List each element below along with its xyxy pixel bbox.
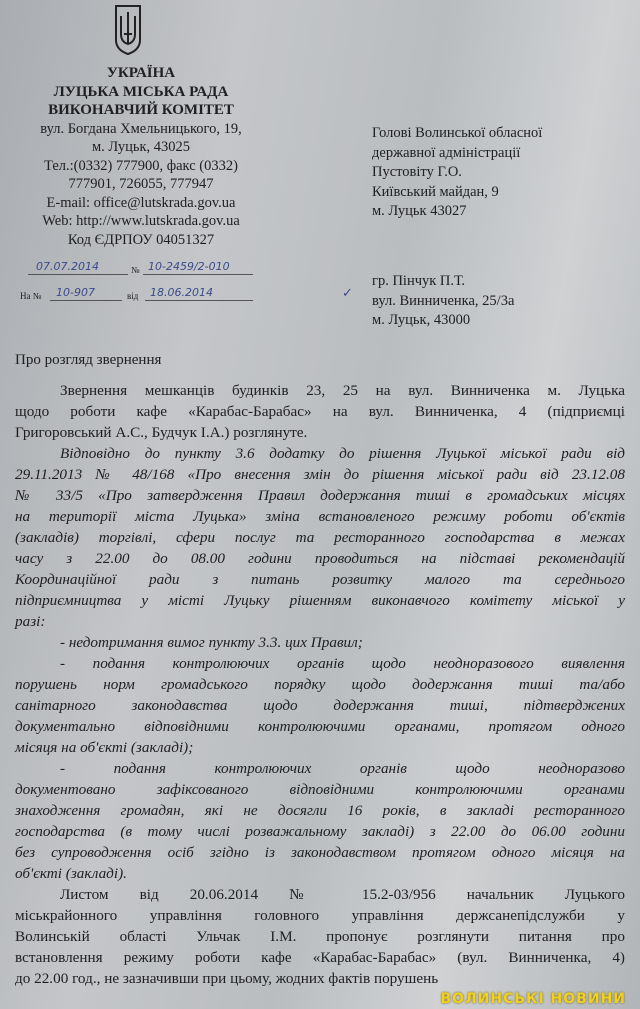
- country-name: УКРАЇНА: [106, 65, 176, 81]
- address-city: м. Луцьк, 43025: [91, 139, 191, 155]
- body-line: 29.11.2013 № 48/168 «Про внесення змін до рішення міської ради від 23.12.08: [15, 466, 625, 483]
- letterhead: [0, 64, 282, 249]
- letter-subject: Про розгляд звернення: [15, 352, 162, 368]
- body-line: встановлення режиму роботи кафе «Карабас-Барабас» (вул. Винниченка, 4): [15, 949, 625, 966]
- body-line: до 22.00 год., не зазначивши при цьому, жодних фактів порушень: [15, 970, 439, 987]
- body-line: (закладів) торгівлі, сфери послуг та ресторанного господарства в межах: [15, 529, 625, 546]
- recipient-citizen: [372, 272, 514, 331]
- body-line: № 33/5 «Про затвердження Правил додержання тиші в громадських місцях: [15, 487, 625, 504]
- letter-body: [15, 380, 625, 989]
- body-line: документовано зафіксованого відповідними контролюючими органами: [15, 781, 625, 798]
- recipient-line: м. Луцьк 43027: [372, 203, 467, 220]
- edrpou-code: Код ЄДРПОУ 04051327: [67, 231, 215, 248]
- phone-numbers: 777901, 726055, 777947: [68, 176, 214, 192]
- committee-name: ВИКОНАВЧИЙ КОМІТЕТ: [48, 102, 234, 118]
- phone-line: Тел.:(0332) 777900, факс (0332): [44, 157, 238, 174]
- recipient-line: Голові Волинської обласної: [372, 125, 543, 141]
- outgoing-date: 07.07.2014: [36, 260, 99, 273]
- body-line: підприємництва у місті Луцьку рішенням виконавчого комітету міської у: [15, 592, 625, 609]
- body-line: Листом від 20.06.2014 № 15.2-03/956 начальник Луцького: [60, 886, 625, 903]
- body-line: Волинській області Ульчак І.М. пропонує розглянути питання про: [15, 928, 625, 945]
- email: E-mail: office@lutskrada.gov.ua: [46, 194, 236, 211]
- body-line: разі:: [15, 613, 46, 630]
- body-line: документально відповідними контролюючими органами, протягом одного: [15, 718, 625, 735]
- trident-coat-of-arms-icon: [113, 4, 143, 56]
- body-line: на території міста Луцька» зміна встановленого режиму роботи об'єктів: [15, 508, 625, 525]
- body-line: господарства (в тому числі розважальному закладі) з 22.00 до 06.00 години: [15, 823, 625, 840]
- body-line: Відповідно до пункту 3.6 додатку до рішення Луцької міської ради від: [60, 445, 625, 462]
- recipient-line: Пустовіту Г.О.: [372, 164, 462, 181]
- recipient-governor: [372, 124, 542, 222]
- body-line: без супроводження осіб згідно із законодавством протягом одного місяця на: [15, 844, 625, 861]
- number-label: №: [131, 265, 140, 275]
- body-line: Григоровський А.С., Будчук І.А.) розглянуте.: [15, 424, 308, 441]
- body-line: об'єкті (закладі).: [15, 865, 127, 882]
- recipient-line: державної адміністрації: [372, 144, 521, 161]
- address-line: вул. Богдана Хмельницького, 19,: [40, 120, 242, 137]
- website: Web: http://www.lutskrada.gov.ua: [42, 213, 240, 229]
- reference-number: 10-907: [56, 286, 95, 299]
- body-line: знаходження громадян, які не досягли 16 років, в закладі ресторанного: [15, 802, 625, 819]
- from-label: від: [127, 291, 139, 301]
- outgoing-number: 10-2459/2-010: [148, 260, 230, 273]
- body-line: - подання контролюючих органів щодо неодноразового виявлення: [60, 655, 625, 672]
- body-line: Координаційної ради з питань розвитку малого та середнього: [15, 571, 625, 588]
- recipient-line: м. Луцьк, 43000: [372, 312, 471, 329]
- body-line: часу з 22.00 до 08.00 години проводиться на підставі рекомендацій: [15, 550, 625, 567]
- body-line: порушень норм громадського порядку щодо додержання тиші та/або: [15, 676, 625, 693]
- body-line: - подання контролюючих органів щодо неодноразово: [60, 760, 625, 777]
- council-name: ЛУЦЬКА МІСЬКА РАДА: [53, 83, 229, 100]
- recipient-line: Київський майдан, 9: [372, 183, 499, 200]
- recipient-line: вул. Винниченка, 25/3а: [372, 292, 515, 309]
- body-line: міськрайонного управління головного управління держсанепідслужби у: [15, 907, 625, 924]
- recipient-line: гр. Пінчук П.Т.: [372, 273, 466, 289]
- watermark-logo: ВОЛИНСЬКІ НОВИНИ: [440, 991, 626, 1007]
- body-line: щодо роботи кафе «Карабас-Барабас» на вул. Винниченка, 4 (підприємці: [15, 403, 625, 420]
- body-line: місяця на об'єкті (закладі);: [15, 739, 194, 756]
- body-line: санітарного законодавства щодо додержання тиші, підтверджених: [15, 697, 625, 714]
- body-line: Звернення мешканців будинків 23, 25 на вул. Винниченка м. Луцька: [60, 382, 625, 399]
- reference-label: На №: [20, 291, 42, 301]
- reference-date: 18.06.2014: [150, 286, 213, 299]
- body-line: - недотримання вимог пункту 3.3. цих Правил;: [60, 634, 363, 651]
- checkmark-icon: ✓: [342, 285, 353, 300]
